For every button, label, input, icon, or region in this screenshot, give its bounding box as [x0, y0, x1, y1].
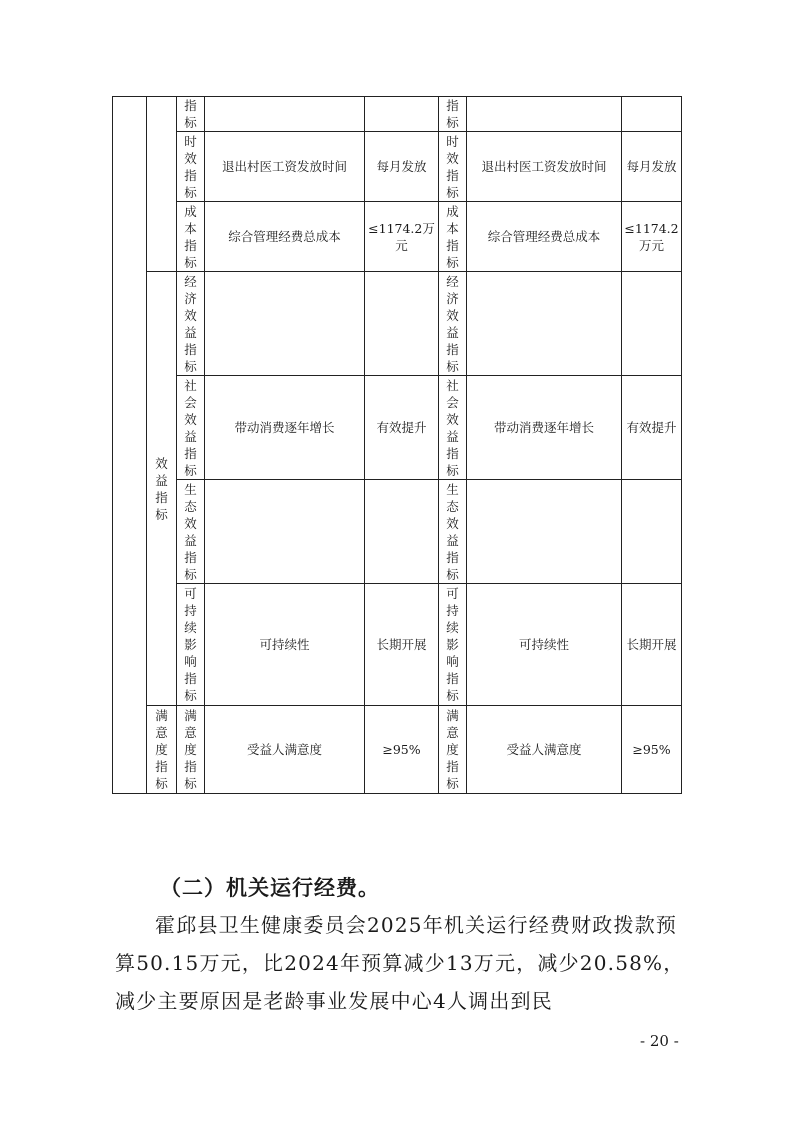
indicator-value-cell	[622, 97, 682, 132]
sub-indicator-cell: 成本指标	[439, 202, 467, 272]
indicator-value-cell	[622, 272, 682, 376]
sub-indicator-cell: 成本指标	[177, 202, 205, 272]
indicator-name-cell	[467, 272, 622, 376]
table-row	[113, 97, 682, 132]
indicator-value-cell: 每月发放	[622, 132, 682, 202]
indicator-value-cell	[365, 480, 439, 584]
category-satisfaction-cell: 满意度指标	[147, 706, 177, 794]
table-row	[113, 132, 682, 202]
indicator-name-cell	[205, 480, 365, 584]
sub-indicator-cell: 社会效益指标	[439, 376, 467, 480]
indicator-value-cell: 有效提升	[622, 376, 682, 480]
indicator-name-cell: 受益人满意度	[205, 706, 365, 794]
sub-indicator-cell: 社会效益指标	[177, 376, 205, 480]
table-row	[113, 584, 682, 706]
paragraph-text: 霍邱县卫生健康委员会2025年机关运行经费财政拨款预算50.15万元，比2024年预算减少13万元，减少20.58%，减少主要原因是老龄事业发展中心4人调出到民	[115, 913, 685, 1013]
indicator-value-cell	[365, 272, 439, 376]
indicator-name-cell: 退出村医工资发放时间	[467, 132, 622, 202]
indicator-value-cell: 每月发放	[365, 132, 439, 202]
indicator-name-cell	[467, 97, 622, 132]
indicator-value-cell: ≥95%	[365, 706, 439, 794]
indicator-name-cell: 带动消费逐年增长	[205, 376, 365, 480]
indicator-value-cell: ≤1174.2万元	[365, 202, 439, 272]
sub-indicator-cell: 时效指标	[177, 132, 205, 202]
indicator-name-cell: 可持续性	[205, 584, 365, 706]
sub-indicator-cell: 经济效益指标	[177, 272, 205, 376]
table-row	[113, 376, 682, 480]
page-number: - 20 -	[640, 1032, 679, 1050]
sub-indicator-cell: 经济效益指标	[439, 272, 467, 376]
sub-indicator-cell: 指标	[177, 97, 205, 132]
table-row	[113, 480, 682, 584]
indicator-value-cell: 长期开展	[622, 584, 682, 706]
sub-indicator-cell: 生态效益指标	[439, 480, 467, 584]
indicator-value-cell: 有效提升	[365, 376, 439, 480]
sub-indicator-cell: 可持续影响指标	[177, 584, 205, 706]
sub-indicator-cell: 可持续影响指标	[439, 584, 467, 706]
indicator-name-cell	[467, 480, 622, 584]
indicator-name-cell: 受益人满意度	[467, 706, 622, 794]
indicator-name-cell: 综合管理经费总成本	[467, 202, 622, 272]
sub-indicator-cell: 时效指标	[439, 132, 467, 202]
table-row	[113, 202, 682, 272]
indicator-value-cell: 长期开展	[365, 584, 439, 706]
output-category-cell	[147, 97, 177, 272]
indicator-name-cell: 退出村医工资发放时间	[205, 132, 365, 202]
table-row	[113, 706, 682, 794]
indicator-name-cell: 综合管理经费总成本	[205, 202, 365, 272]
category-effect-cell: 效益指标	[147, 272, 177, 706]
performance-indicator-table	[112, 96, 682, 794]
indicator-value-cell: ≥95%	[622, 706, 682, 794]
indicator-value-cell: ≤1174.2万元	[622, 202, 682, 272]
section-heading: （二）机关运行经费。	[160, 875, 380, 900]
sub-indicator-cell: 生态效益指标	[177, 480, 205, 584]
indicator-name-cell	[205, 272, 365, 376]
table-row	[113, 272, 682, 376]
indicator-value-cell	[622, 480, 682, 584]
indicator-name-cell: 可持续性	[467, 584, 622, 706]
indicator-name-cell: 带动消费逐年增长	[467, 376, 622, 480]
sub-indicator-cell: 满意度指标	[439, 706, 467, 794]
sub-indicator-cell: 满意度指标	[177, 706, 205, 794]
sub-indicator-cell: 指标	[439, 97, 467, 132]
indicator-name-cell	[205, 97, 365, 132]
outer-category-cell	[113, 97, 147, 794]
body-paragraph	[115, 906, 685, 1020]
indicator-value-cell	[365, 97, 439, 132]
